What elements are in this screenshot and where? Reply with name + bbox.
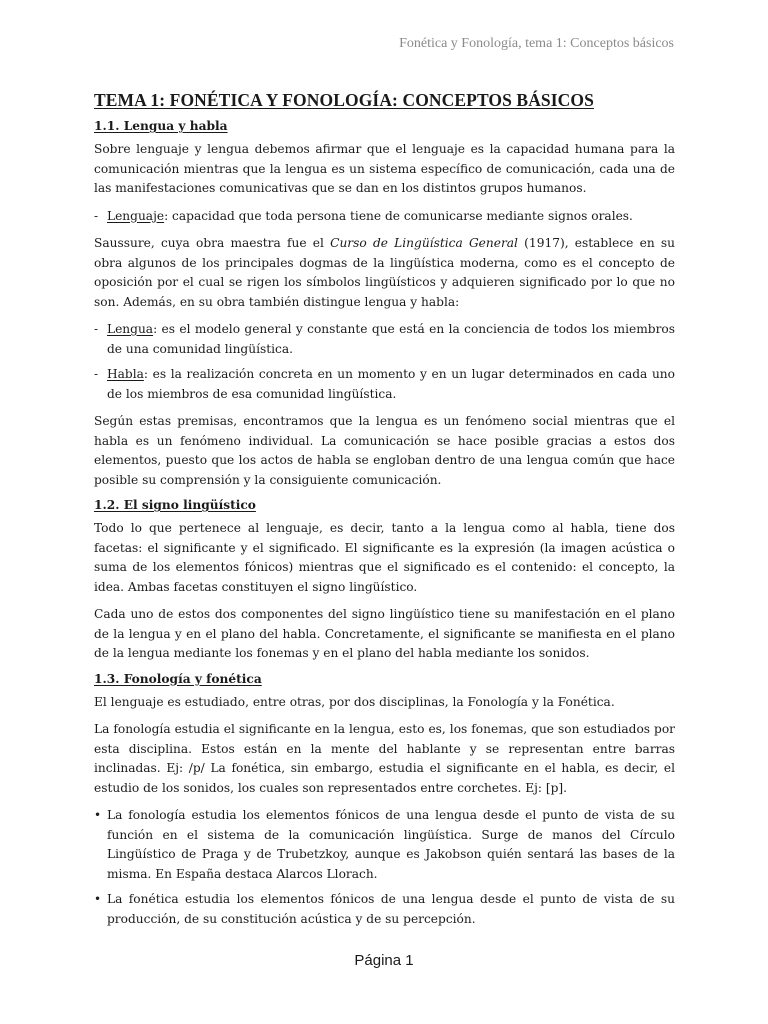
list-item-text: La fonética estudia los elementos fónicos de una lengua desde el punto de vista de su producción, de su constitución acústica y de su percepción. <box>107 892 675 926</box>
bullet-list <box>94 806 675 929</box>
list-item-habla <box>94 365 675 404</box>
text-run: (1917), establece en su obra algunos de los principales dogmas de la lingüística moderna, como es el concepto de oposición por el cual se rigen los símbolos lingüísticos y adquieren significado por lo que no son. Además, en su obra también distingue lengua y habla: <box>94 236 676 309</box>
book-title: Curso de Lingüística General <box>330 236 518 250</box>
list-item-fonetica <box>94 890 675 929</box>
definition-list <box>94 320 675 404</box>
paragraph: Sobre lenguaje y lengua debemos afirmar que el lenguaje es la capacidad humana para la comunicación mientras que la lengua es un sistema específico de comunicación, cada una de las manifestaciones comunicativas que se dan en los distintos grupos humanos. <box>94 142 675 195</box>
text-run: Saussure, cuya obra maestra fue el <box>94 236 331 250</box>
definition-list <box>94 207 675 227</box>
bullet-dot-icon: • <box>94 808 102 822</box>
term-lengua: Lengua <box>107 322 154 336</box>
definition-text: : capacidad que toda persona tiene de comunicarse mediante signos orales. <box>164 208 633 223</box>
paragraph: La fonología estudia el significante en la lengua, esto es, los fonemas, que son estudiados por esta disciplina. Estos están en la mente del hablante y se representan entre barras inclinadas. Ej: /p/ La fonética, sin embargo, estudia el significante en el habla, es decir, el estudio de los sonidos, los cuales son representados entre corchetes. Ej: [p]. <box>94 722 675 795</box>
document-body <box>94 90 675 937</box>
list-item-lenguaje <box>94 207 675 227</box>
bullet-dot-icon: • <box>94 892 102 906</box>
paragraph: Según estas premisas, encontramos que la lengua es un fenómeno social mientras que el habla es un fenómeno individual. La comunicación se hace posible gracias a estos dos elementos, puesto que los actos de habla se engloban dentro de una lengua común que hace posible su comprensión y la consiguiente comunicación. <box>94 414 675 487</box>
section-heading-lengua-habla: 1.1. Lengua y habla <box>94 119 228 133</box>
page-number: Página 1 <box>354 952 414 969</box>
paragraph: Todo lo que pertenece al lenguaje, es decir, tanto a la lengua como al habla, tiene dos facetas: el significante y el significado. El significante es la expresión (la imagen acústica o suma de los elementos fónicos) mientras que el significado es el contenido: el concepto, la idea. Ambas facetas constituyen el signo lingüístico. <box>94 521 675 594</box>
definition-text: : es la realización concreta en un momento y en un lugar determinados en cada uno de los miembros de esa comunidad lingüística. <box>107 367 675 401</box>
paragraph-saussure <box>94 234 675 312</box>
dash-bullet-icon: - <box>94 208 99 223</box>
list-item-lengua <box>94 320 675 359</box>
paragraph: El lenguaje es estudiado, entre otras, por dos disciplinas, la Fonología y la Fonética. <box>94 694 615 709</box>
term-lenguaje: Lenguaje <box>107 208 165 223</box>
paragraph: Cada uno de estos dos componentes del signo lingüístico tiene su manifestación en el plano de la lengua y en el plano del habla. Concretamente, el significante se manifiesta en el plano de la lengua mediante los fonemas y en el plano del habla mediante los sonidos. <box>94 607 675 660</box>
section-heading-signo-linguistico: 1.2. El signo lingüístico <box>94 498 256 512</box>
section-heading-fonologia-fonetica: 1.3. Fonología y fonética <box>94 671 262 686</box>
definition-text: : es el modelo general y constante que está en la conciencia de todos los miembros de una comunidad lingüística. <box>107 322 675 356</box>
list-item-text: La fonología estudia los elementos fónicos de una lengua desde el punto de vista de su función en el sistema de la comunicación lingüística. Surge de manos del Círculo Lingüístico de Praga y de Trubetzkoy, aunque es Jakobson quién sentará las bases de la misma. En España destaca Alarcos Llorach. <box>107 808 675 881</box>
term-habla: Habla <box>107 367 144 381</box>
dash-bullet-icon: - <box>94 367 99 381</box>
running-header: Fonética y Fonología, tema 1: Conceptos básicos <box>399 36 674 51</box>
document-title: TEMA 1: FONÉTICA Y FONOLOGÍA: CONCEPTOS BÁSICOS <box>94 90 594 110</box>
list-item-fonologia <box>94 806 675 884</box>
dash-bullet-icon: - <box>94 322 99 336</box>
